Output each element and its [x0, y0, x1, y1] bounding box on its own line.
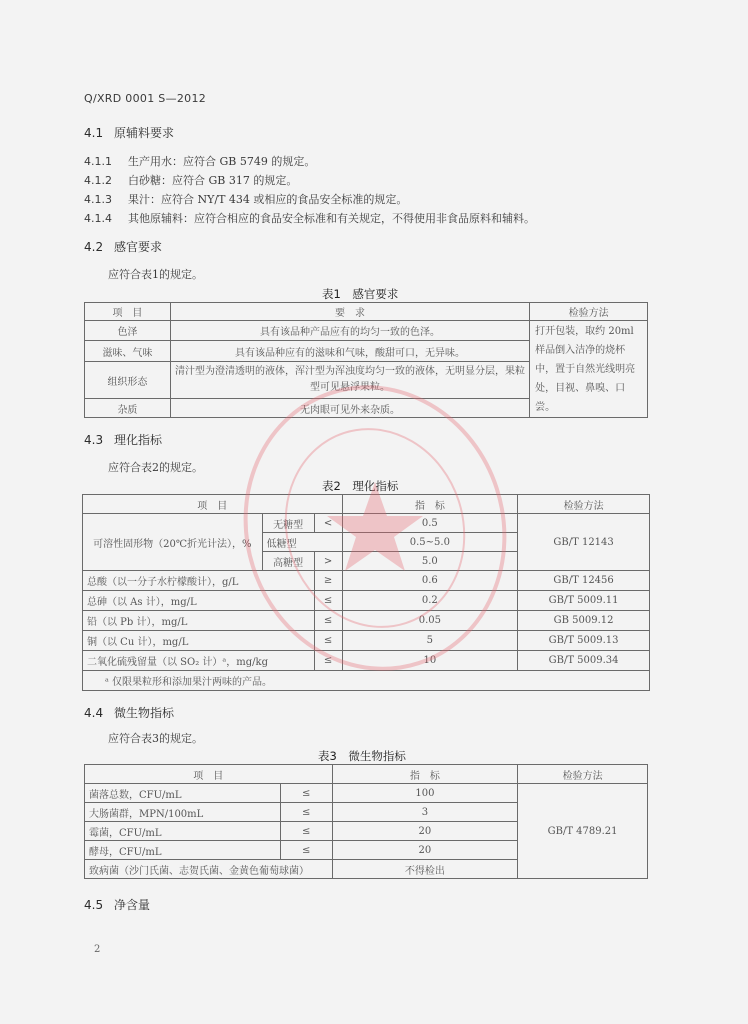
- table-1-sensory: [84, 302, 648, 418]
- clause-text: 白砂糖：应符合 GB 317 的规定。: [128, 174, 298, 187]
- table-cell: 清汁型为澄清透明的液体，浑汁型为浑浊度均匀一致的液体，无明显分层，果粒型可见悬浮果粒。: [170, 362, 529, 399]
- clause-number: 4.1.3: [84, 193, 112, 206]
- table-1-caption: 表1 感官要求: [322, 287, 399, 301]
- section-title: 感官要求: [114, 240, 163, 254]
- table-cell: 具有该品种产品应有的均匀一致的色泽。: [170, 321, 529, 341]
- table-cell: GB 5009.12: [518, 611, 650, 631]
- table-cell: GB/T 12456: [518, 571, 650, 591]
- table-header: 项 目: [85, 303, 171, 321]
- section-number: 4.5: [84, 898, 104, 912]
- table-cell: 色泽: [85, 321, 171, 341]
- table-cell: GB/T 5009.11: [518, 591, 650, 611]
- table-cell: 大肠菌群，MPN/100mL: [85, 803, 281, 822]
- section-4-1-heading: [84, 124, 174, 141]
- clause-text: 果汁：应符合 NY/T 434 或相应的食品安全标准的规定。: [128, 193, 408, 206]
- table-cell: 20: [332, 841, 518, 860]
- table-cell: ≥: [314, 571, 342, 591]
- table-header: 指 标: [342, 495, 518, 514]
- table-2-physicochemical: [82, 494, 650, 691]
- table-3-microbiological: [84, 764, 648, 879]
- clause-4-1-4: [84, 210, 535, 226]
- section-4-2-intro: 应符合表1的规定。: [108, 268, 203, 281]
- table-2-caption: 表2 理化指标: [322, 479, 399, 493]
- table-footnote: ᵃ 仅限果粒形和添加果汁两味的产品。: [83, 671, 650, 691]
- page-number: 2: [94, 944, 101, 955]
- table-cell: 铅（以 Pb 计），mg/L: [83, 611, 315, 631]
- table-cell: 滋味、气味: [85, 341, 171, 362]
- section-number: 4.4: [84, 706, 104, 720]
- table-cell: 0.05: [342, 611, 518, 631]
- table-cell: 0.5: [342, 514, 518, 533]
- table-header: 检验方法: [518, 765, 648, 784]
- clause-number: 4.1.2: [84, 174, 112, 187]
- table-cell: 5: [342, 631, 518, 651]
- table-cell: GB/T 12143: [518, 514, 650, 571]
- section-4-3-heading: [84, 431, 162, 448]
- section-title: 微生物指标: [114, 706, 175, 720]
- table-cell: ≤: [280, 803, 332, 822]
- table-header: 检验方法: [518, 495, 650, 514]
- table-cell: 铜（以 Cu 计），mg/L: [83, 631, 315, 651]
- table-cell: 100: [332, 784, 518, 803]
- table-cell: 5.0: [342, 552, 518, 571]
- table-cell: >: [314, 552, 342, 571]
- table-cell: 10: [342, 651, 518, 671]
- table-cell: 菌落总数，CFU/mL: [85, 784, 281, 803]
- table-cell: 总砷（以 As 计），mg/L: [83, 591, 315, 611]
- table-cell: <: [314, 514, 342, 533]
- table-cell: 组织形态: [85, 362, 171, 399]
- clause-4-1-2: [84, 172, 297, 188]
- section-4-4-heading: [84, 704, 174, 721]
- table-cell: 致病菌（沙门氏菌、志贺氏菌、金黄色葡萄球菌）: [85, 860, 333, 879]
- table-cell-method: 打开包装，取约 20ml 样品倒入洁净的烧杯中，置于自然光线明亮处，目视、鼻嗅、口尝。: [530, 321, 648, 418]
- table-cell: 低糖型: [262, 533, 342, 552]
- table-cell: 高糖型: [262, 552, 314, 571]
- table-cell: ≤: [314, 651, 342, 671]
- section-4-5-heading: [84, 896, 150, 913]
- table-cell: 二氧化硫残留量（以 SO₂ 计）ᵃ，mg/kg: [83, 651, 315, 671]
- clause-number: 4.1.4: [84, 212, 112, 225]
- table-cell: 0.5~5.0: [342, 533, 518, 552]
- standard-code: Q/XRD 0001 S—2012: [84, 92, 207, 105]
- section-title: 净含量: [114, 898, 151, 912]
- table-cell: ≤: [314, 631, 342, 651]
- section-number: 4.2: [84, 240, 104, 254]
- section-4-4-intro: 应符合表3的规定。: [108, 732, 203, 745]
- clause-number: 4.1.1: [84, 155, 112, 168]
- table-cell: 无肉眼可见外来杂质。: [170, 399, 529, 418]
- table-cell: 酵母，CFU/mL: [85, 841, 281, 860]
- table-cell: 具有该品种应有的滋味和气味，酸甜可口，无异味。: [170, 341, 529, 362]
- table-cell: GB/T 4789.21: [518, 784, 648, 879]
- clause-4-1-3: [84, 191, 407, 207]
- table-header: 要 求: [170, 303, 529, 321]
- table-header: 项 目: [83, 495, 343, 514]
- table-cell: ≤: [280, 822, 332, 841]
- table-cell: 3: [332, 803, 518, 822]
- table-cell: ≤: [280, 784, 332, 803]
- table-cell: ≤: [314, 591, 342, 611]
- table-cell: 20: [332, 822, 518, 841]
- clause-4-1-1: [84, 153, 315, 169]
- table-cell: 总酸（以一分子水柠檬酸计），g/L: [83, 571, 315, 591]
- table-cell: ≤: [314, 611, 342, 631]
- table-cell: 无糖型: [262, 514, 314, 533]
- table-header: 指 标: [332, 765, 518, 784]
- table-header: 项 目: [85, 765, 333, 784]
- clause-text: 其他原辅料：应符合相应的食品安全标准和有关规定，不得使用非食品原料和辅料。: [128, 212, 535, 225]
- table-header: 检验方法: [530, 303, 648, 321]
- table-cell: GB/T 5009.13: [518, 631, 650, 651]
- table-cell: 0.2: [342, 591, 518, 611]
- table-cell: 0.6: [342, 571, 518, 591]
- section-number: 4.3: [84, 433, 104, 447]
- table-3-caption: 表3 微生物指标: [318, 749, 406, 763]
- section-title: 原辅料要求: [114, 126, 175, 140]
- section-4-2-heading: [84, 238, 162, 255]
- table-cell: ≤: [280, 841, 332, 860]
- table-cell: 可溶性固形物（20℃折光计法），%: [83, 514, 263, 571]
- section-number: 4.1: [84, 126, 104, 140]
- section-title: 理化指标: [114, 433, 163, 447]
- section-4-3-intro: 应符合表2的规定。: [108, 461, 203, 474]
- table-cell: 杂质: [85, 399, 171, 418]
- table-cell: 不得检出: [332, 860, 518, 879]
- table-cell: 霉菌，CFU/mL: [85, 822, 281, 841]
- table-cell: GB/T 5009.34: [518, 651, 650, 671]
- clause-text: 生产用水：应符合 GB 5749 的规定。: [128, 155, 316, 168]
